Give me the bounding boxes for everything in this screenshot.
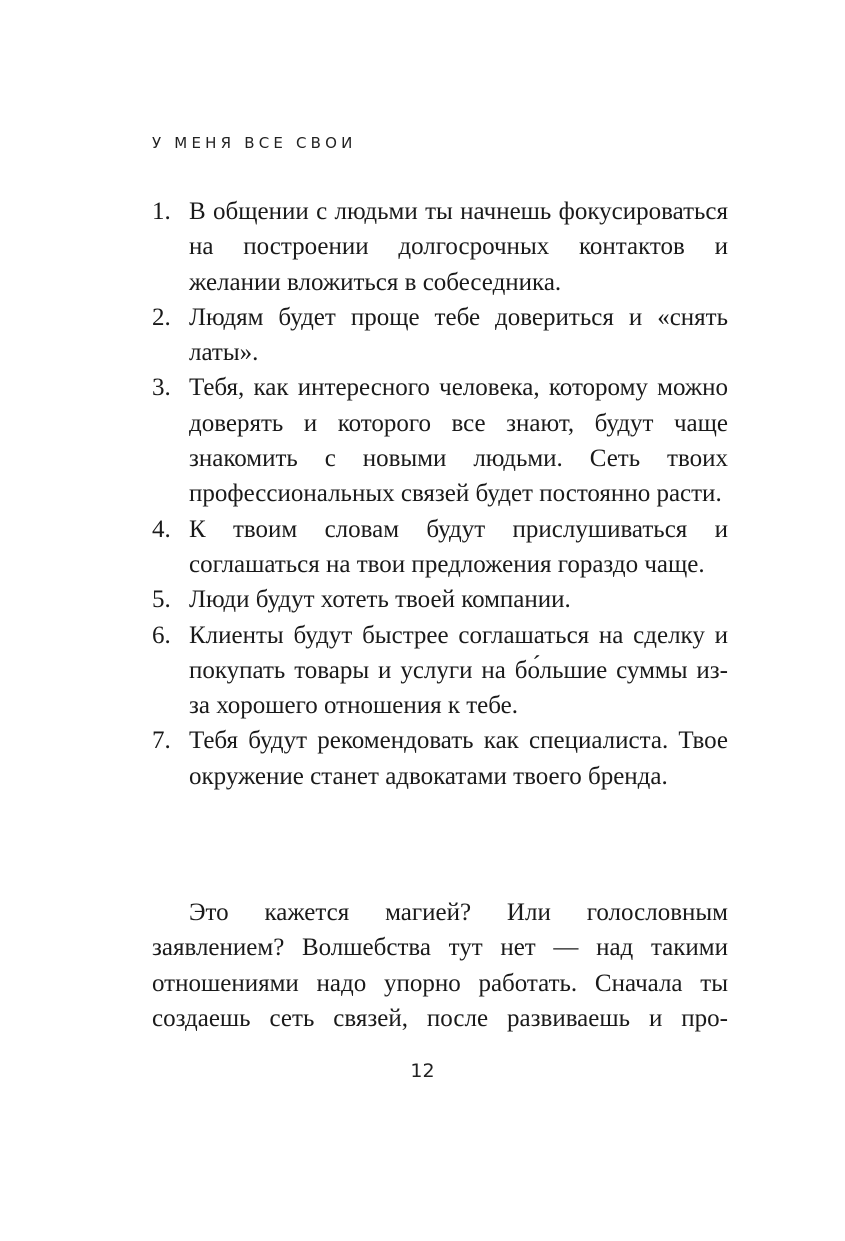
list-item-number: 4.: [152, 515, 171, 543]
list-item: [152, 723, 728, 794]
list-item: [152, 618, 728, 724]
list-item-number: 3.: [152, 374, 171, 402]
list-item: [152, 512, 728, 583]
list-item-number: 2.: [152, 303, 171, 331]
body-paragraph: Это кажется магией? Или голословным заявлением? Волшебства тут нет — над такими отношениями надо упорно работать. Сначала ты создаешь сеть связей, после развиваешь и про-: [152, 899, 728, 1032]
list-item-text: Тебя будут рекомендовать как специалиста. Твое окружение станет адвокатами твоего бренда.: [189, 727, 728, 790]
benefits-list: [152, 194, 728, 794]
running-head: У МЕНЯ ВСЕ СВОИ: [152, 134, 357, 152]
list-item-text: В общении с людьми ты начнешь фокусироваться на построении долгосрочных контактов и желании вложиться в собеседника.: [189, 198, 728, 296]
list-item: [152, 582, 728, 617]
list-item-text: Тебя, как интересного человека, которому можно доверять и которого все знают, будут чаще знакомить с новыми людьми. Сеть твоих профессиональных связей будет постоянно расти.: [189, 374, 728, 508]
list-item: [152, 194, 728, 300]
list-item-number: 6.: [152, 621, 171, 649]
list-item-text: Клиенты будут быстрее соглашаться на сделку и покупать товары и услуги на бо́льшие суммы из-за хорошего отношения к тебе.: [189, 621, 728, 720]
list-item: [152, 300, 728, 371]
list-item-text: Людям будет проще тебе довериться и «снять латы».: [189, 303, 728, 367]
list-item-text: Люди будут хотеть твоей компании.: [189, 586, 571, 614]
list-item-number: 1.: [152, 198, 171, 225]
list-item-text: К твоим словам будут прислушиваться и соглашаться на твои предложения гораздо чаще.: [189, 515, 728, 578]
list-item-number: 5.: [152, 586, 171, 614]
list-item: [152, 370, 728, 511]
list-item-number: 7.: [152, 727, 171, 755]
page-number: 12: [410, 1060, 435, 1082]
